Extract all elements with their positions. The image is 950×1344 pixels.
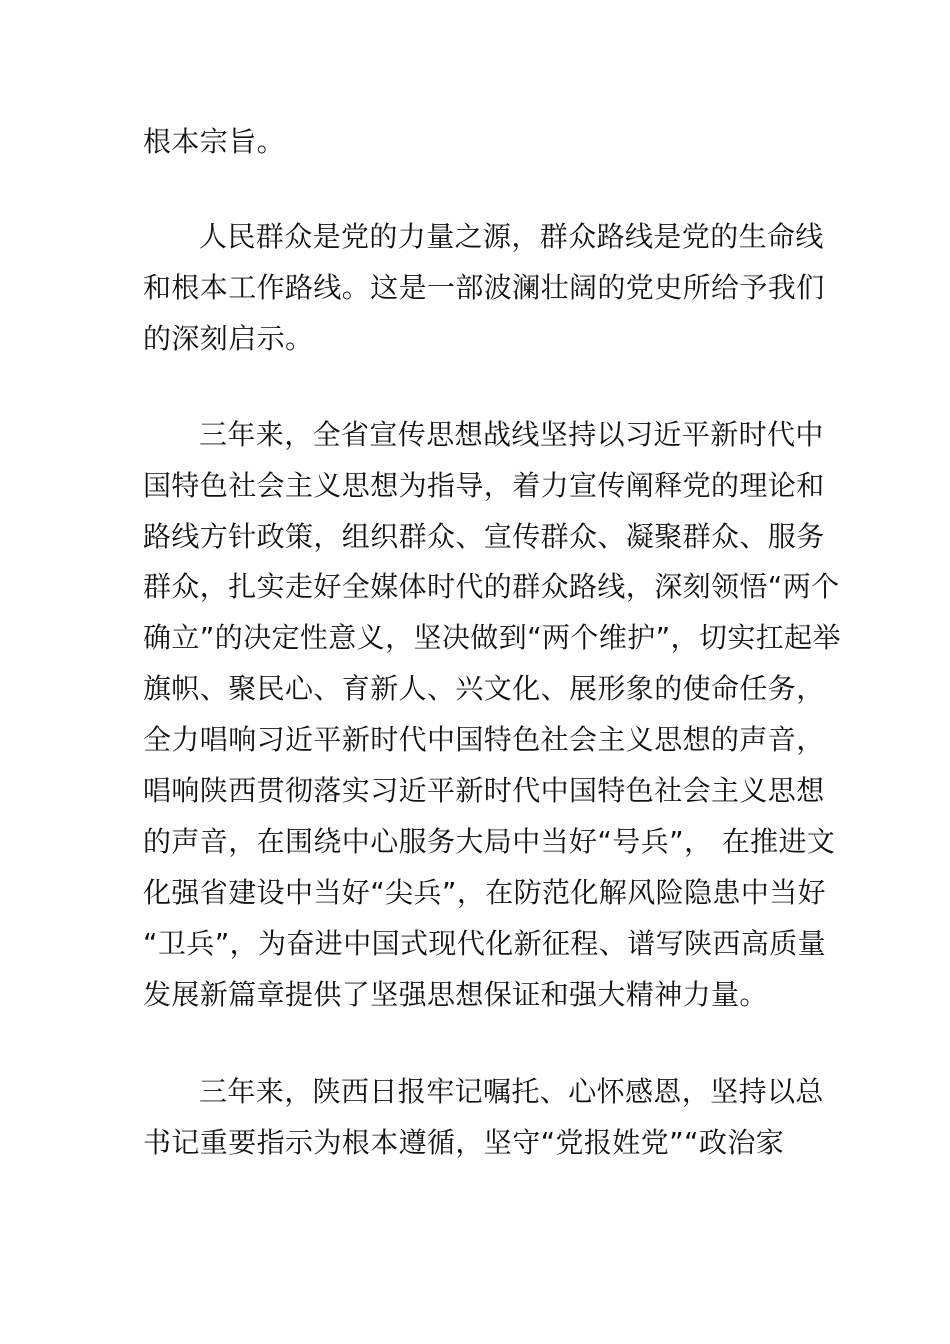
paragraph-3-line-1: 三年来，全省宣传思想战线坚持以习近平新时代中 <box>199 418 824 451</box>
paragraph-3-line-8: 唱响陕西贯彻落实习近平新时代中国特色社会主义思想 <box>143 774 825 807</box>
paragraph-3-line-11: “卫兵”，为奋进中国式现代化新征程、谱写陕西高质量 <box>143 927 827 960</box>
paragraph-3-line-9: 的声音，在围绕中心服务大局中当好“号兵”， 在推进文 <box>143 825 836 858</box>
paragraph-3-line-12: 发展新篇章提供了坚强思想保证和强大精神力量。 <box>143 978 768 1011</box>
paragraph-3-line-2: 国特色社会主义思想为指导，着力宣传阐释党的理论和 <box>143 469 825 502</box>
paragraph-2-line-2: 和根本工作路线。这是一部波澜壮阔的党史所给予我们 <box>143 271 825 304</box>
paragraph-3-line-6: 旗帜、聚民心、育新人、兴文化、展形象的使命任务， <box>143 672 825 705</box>
paragraph-3-line-3: 路线方针政策，组织群众、宣传群众、凝聚群众、服务 <box>143 520 825 553</box>
paragraph-2-line-1: 人民群众是党的力量之源，群众路线是党的生命线 <box>199 220 824 253</box>
paragraph-1-line-1: 根本宗旨。 <box>143 125 286 158</box>
paragraph-2-line-3: 的深刻启示。 <box>143 322 314 355</box>
paragraph-3-line-10: 化强省建设中当好“尖兵”，在防范化解风险隐患中当好 <box>143 876 827 909</box>
paragraph-3-line-5: 确立”的决定性意义，坚决做到“两个维护”，切实扛起举 <box>143 621 841 654</box>
paragraph-3-line-4: 群众，扎实走好全媒体时代的群众路线，深刻领悟“两个 <box>143 570 840 603</box>
paragraph-4-line-2: 书记重要指示为根本遵循，坚守“党报姓党”“政治家 <box>143 1126 785 1159</box>
paragraph-3-line-7: 全力唱响习近平新时代中国特色社会主义思想的声音， <box>143 723 825 756</box>
paragraph-4-line-1: 三年来，陕西日报牢记嘱托、心怀感恩，坚持以总 <box>199 1075 824 1108</box>
